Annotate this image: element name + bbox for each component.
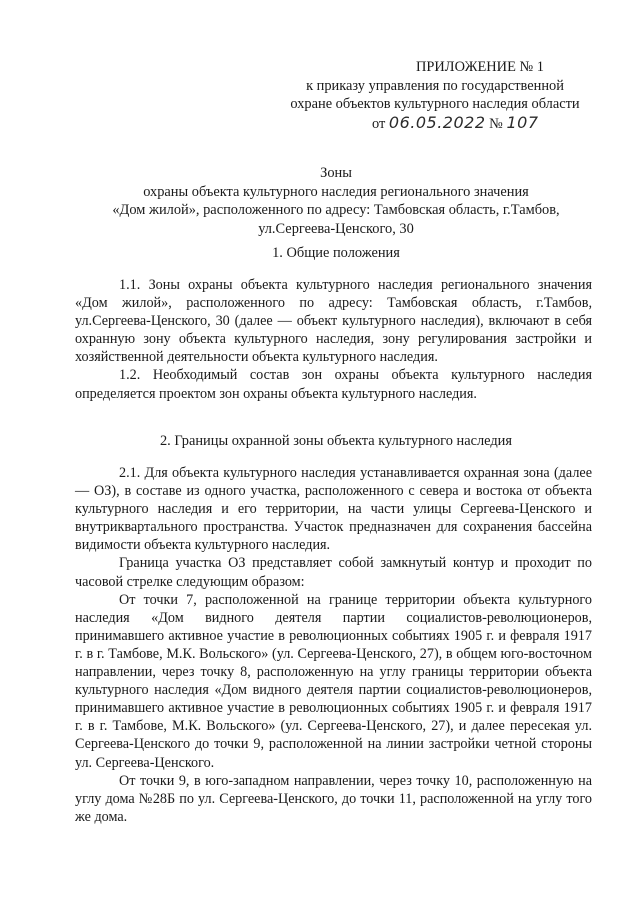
section-1-heading: 1. Общие положения <box>272 245 400 261</box>
date-prefix: от <box>372 115 386 132</box>
paragraph-1-2: 1.2. Необходимый состав зон охраны объекта культурного наследия определяется проектом зон охраны объекта культурного наследия. <box>75 367 592 402</box>
appendix-date-line <box>280 114 590 134</box>
appendix-line-1: к приказу управления по государственной <box>306 77 564 94</box>
appendix-line-2: охране объектов культурного наследия области <box>290 96 580 112</box>
handwritten-number: 107 <box>506 112 539 132</box>
title-line-4: ул.Сергеева-Ценского, 30 <box>258 220 414 237</box>
title-line-3: «Дом жилой», расположенного по адресу: Тамбовская область, г.Тамбов, <box>112 202 560 219</box>
section-2-heading: 2. Границы охранной зоны объекта культурного наследия <box>159 433 513 449</box>
handwritten-date: 06.05.2022 <box>388 112 486 132</box>
number-label: № <box>489 115 503 132</box>
section-1-body <box>75 276 592 403</box>
section-2-body <box>75 464 592 826</box>
paragraph-1-1: 1.1. Зоны охраны объекта культурного наследия регионального значения «Дом жилой», расположенного по адресу: Тамбовская область, г.Тамбов, ул.Сергеева-Ценского, 30 (далее — объект культурного наследия), включают в себя охранную зону объекта культурного наследия, зону регулирования застройки и хозяйственной деятельности объекта культурного наследия. <box>75 277 592 366</box>
document-title <box>80 164 592 238</box>
appendix-header <box>280 58 590 133</box>
appendix-title: ПРИЛОЖЕНИЕ № 1 <box>416 59 544 75</box>
paragraph-2-3: От точки 7, расположенной на границе территории объекта культурного наследия «Дом видного деятеля партии социалистов-революционеров, принимавшего активное участие в революционных событиях 1905 г. и февраля 1917 г. в г. Тамбове, М.К. Вольского» (ул. Сергеева-Ценского, 27), в общем юго-восточном направлении, через точку 8, расположенную на углу границы территории объекта культурного наследия «Дом видного деятеля партии социалистов-революционеров, принимавшего активное участие в революционных событиях 1905 г. и февраля 1917 г. в г. Тамбове, М.К. Вольского» (ул. Сергеева-Ценского, 27), и далее пересекая ул. Сергеева-Ценского до точки 9, расположенной на линии застройки четной стороны ул. Сергеева-Ценского. <box>75 591 592 771</box>
paragraph-2-4: От точки 9, в юго-западном направлении, через точку 10, расположенную на углу дома №28Б по ул. Сергеева-Ценского, до точки 11, расположенной на углу того же дома. <box>75 772 592 825</box>
title-line-1: Зоны <box>320 165 352 181</box>
title-line-2: охраны объекта культурного наследия регионального значения <box>143 183 529 200</box>
paragraph-2-1: 2.1. Для объекта культурного наследия устанавливается охранная зона (далее — ОЗ), в составе из одного участка, расположенного с севера и востока от объекта культурного наследия и его территории, на части улицы Сергеева-Ценского и внутриквартального пространства. Участок предназначен для сохранения бассейна видимости объекта культурного наследия. <box>75 465 592 554</box>
paragraph-2-2: Граница участка ОЗ представляет собой замкнутый контур и проходит по часовой стрелке следующим образом: <box>75 555 592 590</box>
